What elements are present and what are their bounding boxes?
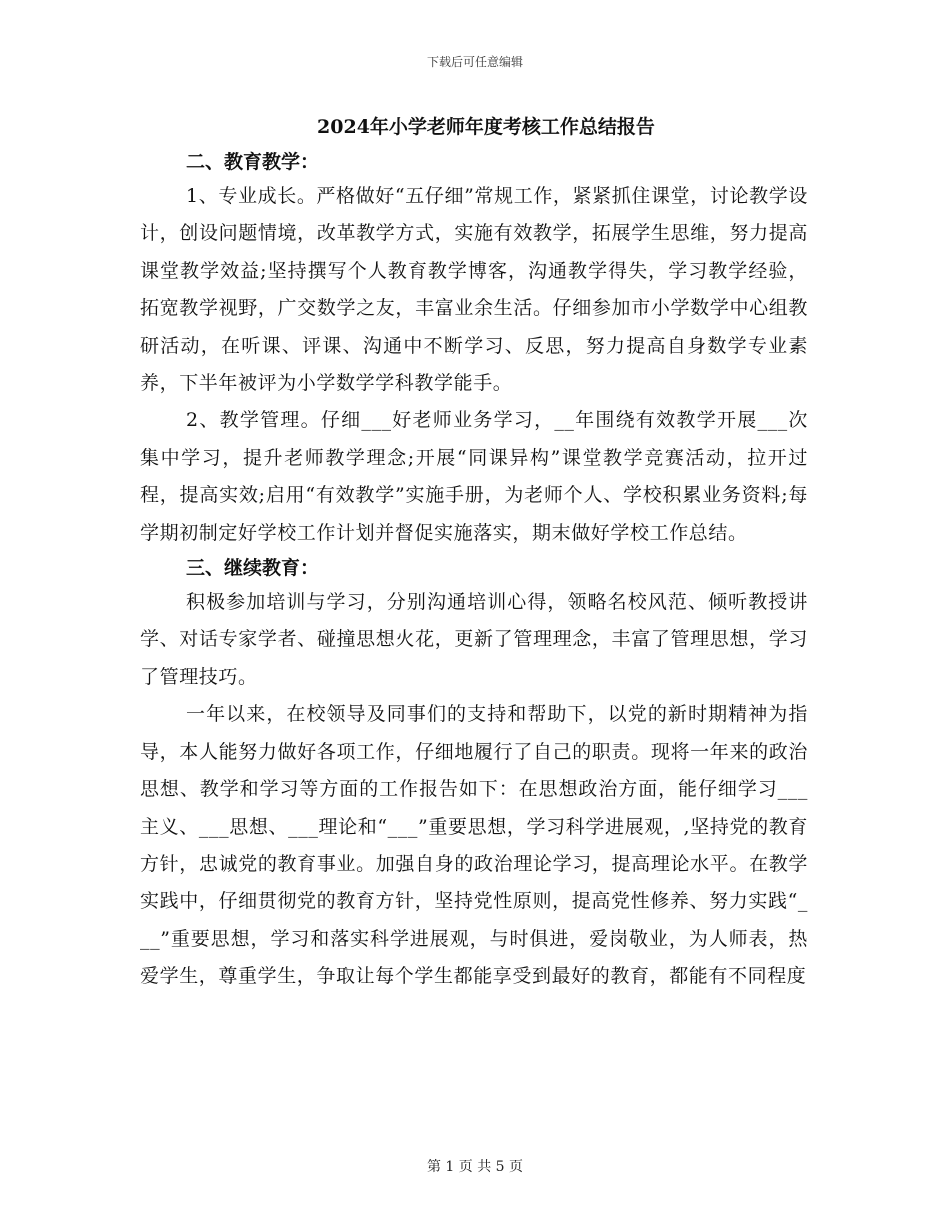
section-heading-education: 二、教育教学： bbox=[186, 151, 320, 173]
paragraph-professional-growth: 1、专业成长。严格做好“五仔细”常规工作，紧紧抓住课堂，讨论教学设计，创设问题情境，改革教学方式，实施有效教学，拓展学生思维，努力提高课堂教学效益;坚持撰写个人教育教学博客，沟通教学得失，学习教学经验，拓宽教学视野，广交数学之友，丰富业余生活。仔细参加市小学数学中心组教研活动，在听课、评课、沟通中不断学习、反思，努力提高自身数学专业素养，下半年被评为小学数学学科教学能手。 bbox=[140, 185, 808, 395]
paragraph-training: 积极参加培训与学习，分别沟通培训心得，领略名校风范、倾听教授讲学、对话专家学者、碰撞思想火花，更新了管理理念，丰富了管理思想，学习了管理技巧。 bbox=[140, 591, 808, 688]
document-body bbox=[140, 112, 808, 996]
page-header-note: 下载后可任意编辑 bbox=[426, 55, 523, 69]
paragraph-teaching-management: 2、教学管理。仔细___好老师业务学习，__年围绕有效教学开展___次集中学习，提升老师教学理念;开展“同课异构”课堂教学竞赛活动，拉开过程，提高实效;启用“有效教学”实施手册，为老师个人、学校积累业务资料;每学期初制定好学校工作计划并督促实施落实，期末做好学校工作总结。 bbox=[140, 409, 808, 544]
paragraph-annual-summary: 一年以来，在校领导及同事们的支持和帮助下，以党的新时期精神为指导，本人能努力做好各项工作，仔细地履行了自己的职责。现将一年来的政治思想、教学和学习等方面的工作报告如下：在思想政治方面，能仔细学习___主义、___思想、___理论和“___”重要思想，学习科学进展观，,坚持党的教育方针，忠诚党的教育事业。加强自身的政治理论学习，提高理论水平。在教学实践中，仔细贯彻党的教育方针，坚持党性原则，提高党性修养、努力实践“___”重要思想，学习和落实科学进展观，与时俱进，爱岗敬业，为人师表，热爱学生，尊重学生，争取让每个学生都能享受到最好的教育，都能有不同程度 bbox=[140, 703, 808, 988]
section-heading-continuing-education: 三、继续教育： bbox=[186, 557, 320, 580]
document-title: 2024年小学老师年度考核工作总结报告 bbox=[317, 116, 655, 138]
page-number: 第 1 页 共 5 页 bbox=[426, 1159, 524, 1175]
